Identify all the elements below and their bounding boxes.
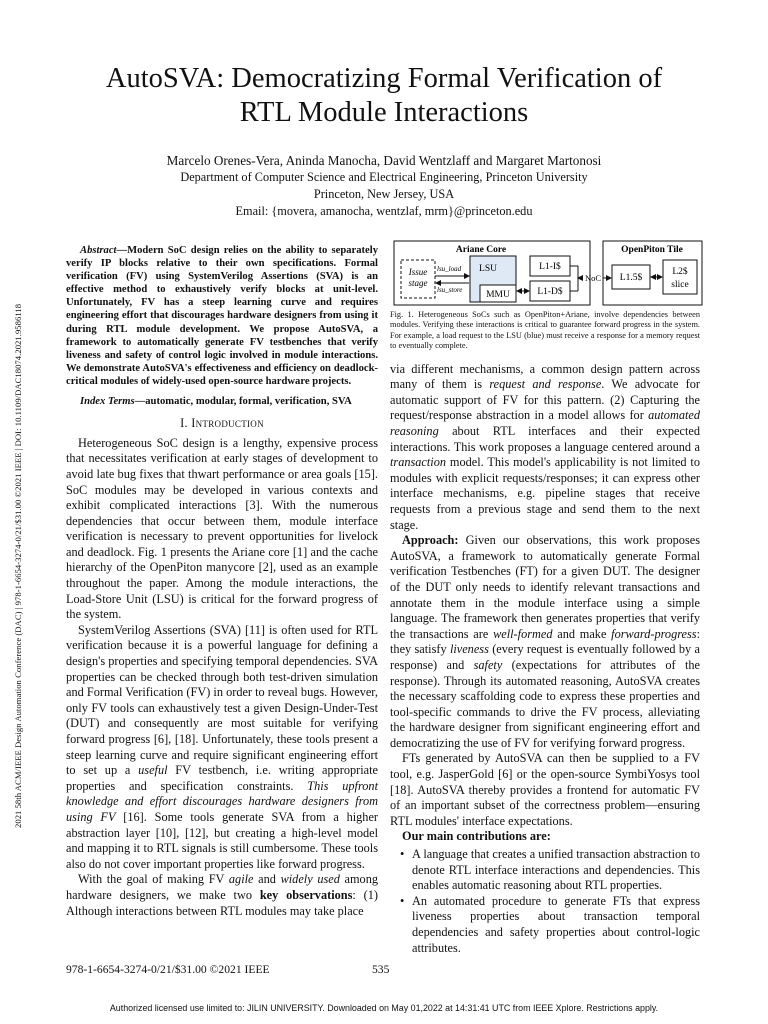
- noc-label: NoC: [584, 273, 602, 283]
- license-notice: Authorized licensed use limited to: JILIN UNIVERSITY. Downloaded on May 01,2022 at 14:31:41 UTC from IEEE Xplore. Restrictions apply.: [109, 1003, 659, 1013]
- doi-sidenote: [7, 198, 23, 830]
- right-paragraph-1: [390, 362, 700, 534]
- intro-p2-part-b: FV testbench, i.e. writing appropriate properties and specification constraints.: [66, 763, 378, 793]
- approach-paragraph: [390, 533, 700, 751]
- figure-1-svg: [393, 238, 703, 308]
- intro-p2-part-c: [16]. Some tools generate SVA from a higher abstraction layer [10], [12], but creating a high-level model and mapping it to RTL signals is still cumbersome. These tools also do not cover important properties like forward progress.: [66, 809, 378, 871]
- approach-a: Given our observations, this work proposes AutoSVA, a framework to automatically generate Formal verification Testbenches (FT) for a given DUT. The designer of the DUT only needs to identify relevant transactions and annotate them in the module interface using a simple language. The framework then generates properties that verify the transactions are: [390, 533, 700, 641]
- title-line-2: RTL Module Interactions: [239, 97, 529, 128]
- approach-safe: safety: [473, 657, 503, 672]
- left-column: [66, 244, 378, 919]
- affiliation-department: Department of Computer Science and Electrical Engineering, Princeton University: [180, 170, 588, 184]
- bullet-icon: •: [400, 847, 405, 862]
- approach-d: (every request is eventually followed by a response) and: [390, 642, 700, 672]
- intro-paragraph-3: [66, 872, 378, 919]
- intro-paragraph-2: [66, 623, 378, 873]
- contribution-item: [400, 893, 700, 956]
- l2-label-2: slice: [671, 280, 689, 290]
- issue-stage-label-1: Issue: [408, 267, 428, 277]
- right-p1-trans: transaction: [390, 455, 447, 470]
- doi-sidenote-text: 2021 58th ACM/IEEE Design Automation Conference (DAC) | 978-1-6654-3274-0/21/$31.00 ©2021 IEEE | DOI: 10.1109/DAC18074.2021.9586118: [13, 303, 23, 828]
- abstract-text: —Modern SoC design relies on the ability to separately verify IP blocks relative to their own specifications. Formal verification (FV) using SystemVerilog Assertions (SVA) is an effective method to exhaustively verify blocks at unit-level. Unfortunately, FV has a steep learning curve and requires engineering effort that discourages hardware designers from using it during RTL module development. We propose AutoSVA, a framework to automatically generate FV testbenches that verify liveness and safety of control logic involved in module interactions. We demonstrate AutoSVA's effectiveness and efficiency on deadlock-critical modules of widely-used open-source hardware projects.: [66, 245, 378, 387]
- index-terms-text: —automatic, modular, formal, verification, SVA: [134, 396, 352, 408]
- l15-label: L1.5$: [619, 273, 643, 283]
- abstract: [66, 244, 378, 388]
- right-p1-c: about RTL interfaces and their expected interactions. This work proposes a language centered around a: [390, 424, 700, 454]
- contributions-list: [390, 847, 700, 956]
- lsu-label: LSU: [479, 264, 497, 274]
- intro-p3-widely: widely used: [280, 872, 340, 887]
- contribution-item: [400, 847, 700, 894]
- right-p1-a: via different mechanisms, a common design pattern across many of them is: [390, 361, 700, 392]
- affiliation-email: Email: {movera, amanocha, wentzlaf, mrm}@princeton.edu: [235, 204, 533, 218]
- openpiton-tile-title: OpenPiton Tile: [621, 245, 683, 255]
- index-terms: [66, 395, 378, 408]
- figure-1-caption: Fig. 1. Heterogeneous SoCs such as OpenPiton+Ariane, involve dependencies between modules. Verifying these interactions is critical to guarantee forward progress in the system. For example, a load request to the LSU (blue) must receive a response for a memory request to eventually complete.: [390, 310, 700, 351]
- paper-title: [40, 62, 728, 130]
- right-p1-req: request and response: [489, 377, 602, 392]
- right-p1-d: model. This model's applicability is not limited to modules with explicit requests/responses; it can express other interface mechanisms, e.g. pipeline stages that receive requests from a previous stage and send them to the next stage.: [390, 455, 700, 532]
- intro-p3-key: key observations: [259, 887, 353, 902]
- abstract-label: Abstract: [80, 245, 117, 256]
- bullet-icon: •: [400, 893, 405, 908]
- approach-e: (expectations for attributes of the response). Through its automated reasoning, AutoSVA creates the necessary scaffolding code to express these properties and tool-specific commands to drive the FV process, alleviating the hardware designer from significant engineering effort and democratizing the use of FV for verifying forward progress.: [390, 657, 700, 750]
- lsu-store-label: lsu_store: [437, 286, 463, 294]
- ariane-core-title: Ariane Core: [455, 245, 507, 255]
- l2-label-1: L2$: [672, 267, 688, 277]
- footer-isbn: 978-1-6654-3274-0/21/$31.00 ©2021 IEEE: [66, 963, 270, 976]
- l1d-label: L1-D$: [537, 287, 563, 297]
- contribution-text-2: An automated procedure to generate FTs that express liveness properties about transaction temporal dependencies and safety properties about control-logic attributes.: [412, 893, 700, 955]
- intro-p3-agile: agile: [228, 872, 254, 887]
- contributions-heading: Our main contributions are:: [402, 829, 551, 844]
- section-heading-text: I. Introduction: [180, 416, 264, 431]
- intro-paragraph-1: Heterogeneous SoC design is a lengthy, expensive process that necessitates verification at early stages of development to avoid late bug fixes that thwart performance or area goals [15]. SoC modules may be developed in various contexts and exhibit complicated interactions [3]. With the numerous dependencies that occur between them, module interface verification is necessary to prevent opportunities for livelock and deadlock. Fig. 1 presents the Ariane core [1] and the cache hierarchy of the OpenPiton manycore [2], used as an example throughout the paper. Among the module interactions, the Load-Store Unit (LSU) is critical for the forward progress of the system.: [66, 435, 378, 622]
- right-p1-b: . We advocate for automatic support of FV for this pattern. (2) Capturing the request/response abstraction in a model allows for: [390, 377, 700, 423]
- intro-p3-and: and: [253, 872, 281, 887]
- contribution-text-1: A language that creates a unified transaction abstraction to denote RTL interface interactions and dependencies. This enables automatic reasoning about RTL properties.: [412, 847, 700, 893]
- intro-p3-part-c: : (1) Although interactions between RTL modules may take place: [66, 887, 378, 918]
- lsu-load-label: lsu_load: [437, 265, 462, 273]
- index-terms-label: Index Terms: [80, 396, 135, 408]
- intro-p3-part-b: among hardware designers, we make two: [66, 872, 379, 902]
- approach-c: : they satisfy: [390, 626, 700, 657]
- approach-b: and make: [552, 626, 612, 641]
- intro-p2-emphasis: This upfront knowledge and effort discourages hardware designers from using FV: [66, 778, 378, 824]
- approach-label: Approach:: [402, 533, 459, 548]
- authors: Marcelo Orenes-Vera, Aninda Manocha, David Wentzlaff and Margaret Martonosi: [166, 153, 602, 168]
- issue-stage-label-2: stage: [408, 278, 428, 288]
- approach-wf: well-formed: [493, 626, 553, 641]
- right-p1-auto: automated reasoning: [390, 408, 700, 438]
- affiliation-location: Princeton, New Jersey, USA: [313, 187, 455, 201]
- affiliation: [40, 169, 728, 220]
- intro-p2-part-a: SystemVerilog Assertions (SVA) [11] is often used for RTL verification because it is a powerful language for defining a design's properties and specifying temporal dependencies. SVA properties can be checked through both test-driven simulation and Formal Verification (FV) in order to reveal bugs. However, only FV tools can exhaustively test a given Design-Under-Test (DUT) and consequently are most suitable for verifying forward progress [6], [18]. Unfortunately, these tools present a steep learning curve and require significant engineering effort to set up a: [66, 622, 378, 778]
- right-paragraph-3: FTs generated by AutoSVA can then be supplied to a FV tool, e.g. JasperGold [6] or the open-source SymbiYosys tool [18]. AutoSVA thereby provides a frontend for automatic FV of an important subset of the correctness problem—ensuring RTL modules' interface expectations.: [390, 751, 700, 828]
- title-line-1: AutoSVA: Democratizing Formal Verification of: [105, 63, 663, 94]
- intro-p3-part-a: With the goal of making FV: [78, 872, 229, 887]
- page-number: 535: [372, 963, 390, 976]
- section-heading-introduction: [66, 416, 378, 432]
- approach-fp: forward-progress: [611, 626, 697, 641]
- figure-1-diagram: [393, 238, 703, 308]
- l1i-label: L1-I$: [539, 262, 561, 272]
- approach-live: liveness: [449, 642, 489, 657]
- mmu-label: MMU: [486, 290, 510, 300]
- intro-p2-useful: useful: [138, 763, 168, 778]
- right-column: [390, 310, 700, 956]
